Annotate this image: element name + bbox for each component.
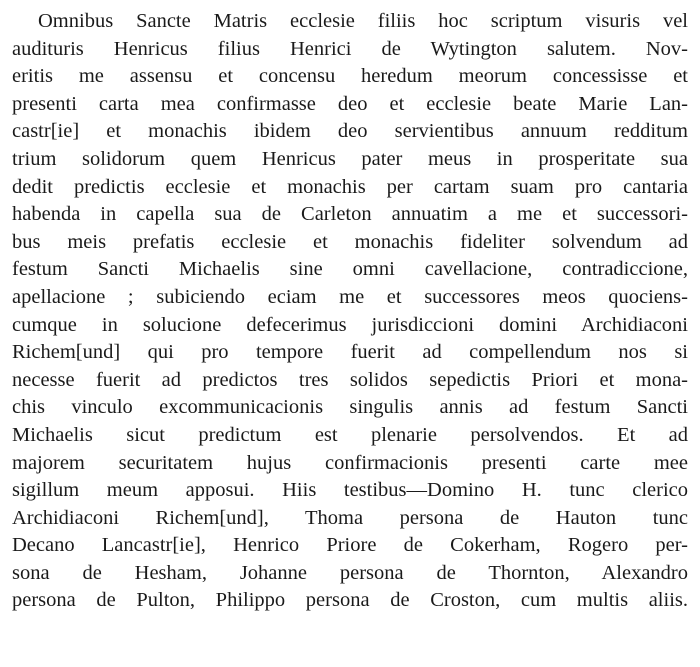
text-line: Archidiaconi Richem[und], Thoma persona de Hauton tunc (12, 506, 688, 529)
text-line: Omnibus Sancte Matris ecclesie filiis hoc scriptum visuris vel (38, 10, 688, 32)
text-line: audituris Henricus filius Henrici de Wytington salutem. Nov- (12, 37, 688, 60)
text-line: sona de Hesham, Johanne persona de Thornton, Alexandro (12, 561, 688, 584)
text-line: apellacione ; subiciendo eciam me et successores meos quociens- (12, 285, 688, 308)
text-line: presenti carta mea confirmasse deo et ecclesie beate Marie Lan- (12, 92, 688, 115)
charter-paragraph (12, 8, 690, 615)
text-line: castr[ie] et monachis ibidem deo servientibus annuum redditum (12, 120, 688, 143)
text-line: sigillum meum apposui. Hiis testibus—Domino H. tunc clerico (12, 479, 688, 502)
text-line: habenda in capella sua de Carleton annuatim a me et successori- (12, 203, 688, 226)
text-line: festum Sancti Michaelis sine omni cavellacione, contradiccione, (12, 258, 688, 281)
text-line: bus meis prefatis ecclesie et monachis fideliter solvendum ad (12, 230, 688, 253)
text-line: dedit predictis ecclesie et monachis per cartam suam pro cantaria (12, 175, 688, 198)
text-line: majorem securitatem hujus confirmacionis presenti carte mee (12, 451, 688, 474)
text-line: eritis me assensu et concensu heredum meorum concessisse et (12, 65, 688, 88)
text-line: necesse fuerit ad predictos tres solidos sepedictis Priori et mona- (12, 368, 688, 391)
text-line: cumque in solucione defecerimus jurisdiccioni domini Archidiaconi (12, 313, 688, 336)
text-line: persona de Pulton, Philippo persona de Croston, cum multis aliis. (12, 589, 688, 612)
text-line: chis vinculo excommunicacionis singulis annis ad festum Sancti (12, 396, 688, 419)
text-line: Michaelis sicut predictum est plenarie persolvendos. Et ad (12, 423, 688, 446)
text-line: Decano Lancastr[ie], Henrico Priore de Cokerham, Rogero per- (12, 534, 688, 557)
text-line: trium solidorum quem Henricus pater meus in prosperitate sua (12, 147, 688, 170)
text-line: Richem[und] qui pro tempore fuerit ad compellendum nos si (12, 341, 688, 364)
